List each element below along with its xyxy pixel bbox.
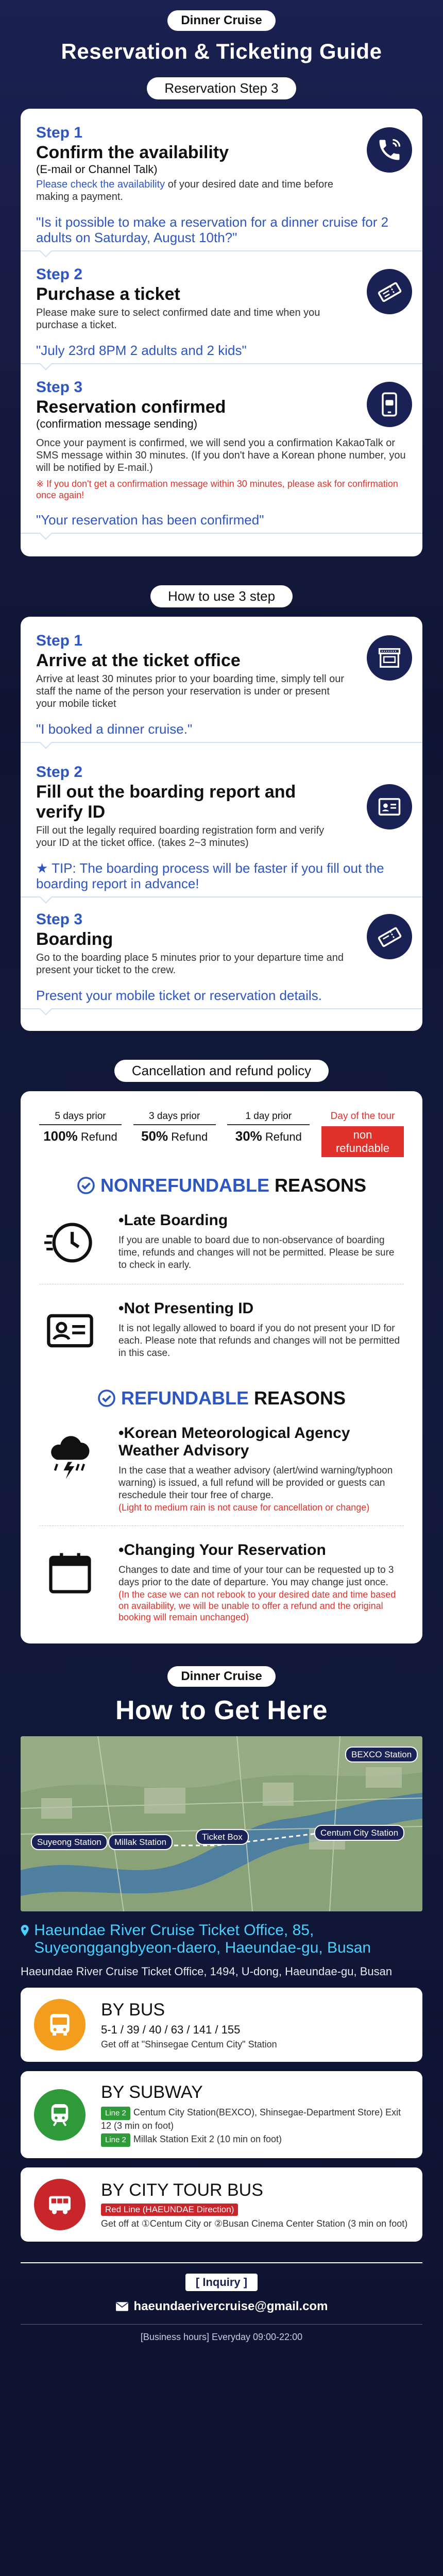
fee-word: Refund [171,1130,208,1143]
step-number: Step 1 [36,124,83,141]
fee-percent: 30% [235,1128,262,1144]
step-quote: "July 23rd 8PM 2 adults and 2 kids" [21,343,422,364]
line-badge: Line 2 [101,2133,130,2147]
area-map [21,1736,422,1911]
heading-blue: REFUNDABLE [121,1387,249,1409]
directions-pill: Dinner Cruise [167,1666,275,1687]
transport-bus [21,1988,422,2062]
inquiry-label: [ Inquiry ] [185,2274,258,2291]
map-label-suyeong: Suyeong Station [31,1834,108,1850]
fee-label: 5 days prior [39,1111,122,1125]
boarding-ticket-icon [367,914,412,959]
reservation-step-1 [36,124,407,203]
step-number: Step 1 [36,632,83,649]
reason-not-presenting-id [39,1300,404,1360]
directions-title: How to Get Here [115,1696,328,1725]
subway-route-2 [101,2133,409,2147]
nonrefundable-heading [39,1175,404,1196]
map-background [21,1736,422,1911]
step-text-highlight: Please check the availability [36,179,165,190]
address-main-text: Haeundae River Cruise Ticket Office, 85, Suyeonggangbyeon-daero, Haeundae-gu, Busan [34,1922,371,1956]
step-title: Purchase a ticket [36,284,180,304]
id-card-icon [367,784,412,829]
bus-stop: Get off at "Shinsegae Centum City" Station [101,2039,277,2049]
clock-icon [44,1217,96,1268]
step-quote: Present your mobile ticket or reservation details. [21,988,422,1009]
id-card-icon [44,1305,96,1357]
fee-value [227,1128,310,1144]
address-main [21,1922,422,1957]
email-address[interactable]: haeundaerivercruise@gmail.com [133,2299,328,2313]
tour-bus-stop: Get off at ①Centum City or ②Busan Cinema Center Station (3 min on foot) [101,2218,408,2229]
usage-step-2 [36,764,407,849]
usage-card [21,617,422,1031]
step-number: Step 2 [36,764,83,781]
ticket-office-icon [367,635,412,681]
step-text-rest: of your desired date and time before making a payment. [36,179,334,202]
reason-weather-advisory [39,1425,404,1513]
heading-blue: NONREFUNDABLE [100,1175,269,1196]
subway-route-text: Centum City Station(BEXCO), Shinsegae-Department Store) Exit 12 (3 min on foot) [101,2107,401,2131]
calendar-icon [44,1547,96,1598]
step-number: Step 3 [36,911,83,928]
step-text: Once your payment is confirmed, we will send you a confirmation KakaoTalk or SMS message within 30 minutes. (If you don't have a Korean phone number, you will be notified by E-mail.) [36,437,406,473]
usage-step-1 [36,632,407,710]
step-subtitle: (E-mail or Channel Talk) [36,163,158,176]
fee-item [39,1111,122,1157]
transport-title: BY SUBWAY [101,2082,203,2102]
fee-label: 3 days prior [133,1111,216,1125]
directions-header [0,1643,443,1726]
map-label-ticket-box: Ticket Box [196,1829,249,1845]
line-badge: Line 2 [101,2107,130,2120]
subway-route-1 [101,2107,409,2131]
ticket-icon [367,269,412,314]
reason-note: (Light to medium rain is not cause for cancellation or change) [118,1502,370,1513]
reason-title: • Late Boarding [118,1212,404,1229]
reservation-step-3 [36,379,407,431]
cancel-section-pill: Cancellation and refund policy [114,1060,329,1082]
heading-rest: REASONS [253,1387,346,1409]
map-label-millak: Millak Station [108,1834,173,1850]
fee-value [39,1128,122,1144]
check-circle-icon [97,1389,116,1408]
step-text: Go to the boarding place 5 minutes prior to your departure time and present your ticket to the crew. [36,952,344,976]
step-subtitle: (confirmation message sending) [36,417,198,430]
fee-word: Refund [80,1130,117,1143]
map-label-centum: Centum City Station [314,1825,404,1841]
step-warning: ※ If you don't get a confirmation message within 30 minutes, please ask for confirmation once again! [36,479,398,500]
reason-desc: It is not legally allowed to board if you do not present your ID for each. Please note that refunds and changes will not be permitted in this case. [118,1323,400,1359]
fee-item-nonrefundable [321,1111,404,1157]
reason-desc: Changes to date and time of your tour can be requested up to 3 days prior to the date of departure. You may change just once. [118,1565,394,1588]
step-text: Fill out the legally required boarding registration form and verify your ID at the ticket office. (takes 2~3 minutes) [36,825,325,849]
reason-late-boarding [39,1212,404,1272]
map-label-bexco: BEXCO Station [345,1747,418,1762]
page-title: Reservation & Ticketing Guide [61,39,382,63]
step-quote: "Your reservation has been confirmed" [21,512,422,534]
cancel-card [21,1091,422,1643]
transport-city-tour-bus [21,2167,422,2242]
fee-value [133,1128,216,1144]
red-line-badge: Red Line (HAEUNDAE Direction) [101,2204,238,2216]
transport-subway [21,2071,422,2158]
step-tip: ★ TIP: The boarding process will be faster if you fill out the boarding report in advance! [21,860,422,897]
tour-bus-icon [34,2179,86,2230]
reason-change-reservation [39,1541,404,1623]
address-alt: Haeundae River Cruise Ticket Office, 1494, U-dong, Haeundae-gu, Busan [21,1965,393,1978]
subway-route-text: Millak Station Exit 2 (10 min on foot) [133,2134,282,2144]
fee-percent: 50% [141,1128,168,1144]
fee-word: Refund [265,1130,302,1143]
mail-icon [115,2301,129,2312]
nonrefundable-box: non refundable [321,1126,404,1157]
bus-icon [34,1999,86,2050]
subway-icon [34,2089,86,2141]
reason-title: • Korean Meteorological Agency Weather Advisory [118,1425,404,1460]
refundable-heading [39,1387,404,1409]
business-hours: [Business hours] Everyday 09:00-22:00 [21,2324,422,2343]
step-text: Please make sure to select confirmed date and time when you purchase a ticket. [36,307,320,331]
fee-item [133,1111,216,1157]
inquiry [21,2262,422,2343]
fee-label: 1 day prior [227,1111,310,1125]
reason-note: (In the case we can not rebook to your desired date and time based on availability, we will be unable to offer a refund and the original booking will remain unchanged) [118,1589,396,1622]
fee-row [39,1111,404,1157]
address [21,1922,422,1978]
step-title: Confirm the availability [36,143,229,162]
heading-rest: REASONS [274,1175,367,1196]
bus-numbers: 5-1 / 39 / 40 / 63 / 141 / 155 [101,2023,241,2036]
phone-icon [367,127,412,173]
step-title: Reservation confirmed [36,397,226,417]
step-quote: "Is it possible to make a reservation for a dinner cruise for 2 adults on Saturday, August 10th?" [21,214,422,251]
inquiry-email[interactable] [21,2299,422,2314]
step-text [36,178,345,203]
step-text: Arrive at least 30 minutes prior to your boarding time, simply tell our staff the name of the person your reservation is under or present your mobile ticket [36,673,345,709]
usage-section-pill: How to use 3 step [150,585,293,607]
step-title: Arrive at the ticket office [36,651,241,670]
step-number: Step 2 [36,266,83,283]
step-number: Step 3 [36,379,83,396]
fee-percent: 100% [43,1128,78,1144]
reason-desc: In the case that a weather advisory (alert/wind warning/typhoon warning) is issued, a full refund will be provided or guests can reschedule their tour free of charge. [118,1465,393,1501]
storm-cloud-icon [44,1430,96,1481]
reservation-step-2 [36,266,407,331]
mobile-message-icon [367,382,412,427]
header-pill: Dinner Cruise [167,10,275,31]
fee-item [227,1111,310,1157]
check-circle-icon [77,1176,95,1195]
reason-desc: If you are unable to board due to non-observance of boarding time, refunds and changes will not be permitted. Please be sure to check in early. [118,1235,395,1270]
step-title: Fill out the boarding report and verify ID [36,782,296,822]
reason-title: • Changing Your Reservation [118,1541,404,1559]
step-quote: "I booked a dinner cruise." [21,721,422,743]
location-pin-icon [21,1922,29,1939]
reason-title: • Not Presenting ID [118,1300,404,1317]
transport-title: BY CITY TOUR BUS [101,2180,263,2200]
header [0,0,443,99]
step-title: Boarding [36,929,113,949]
usage-step-3 [36,911,407,976]
fee-label: Day of the tour [330,1111,395,1122]
reservation-card [21,109,422,556]
transport-title: BY BUS [101,1999,165,2020]
reservation-section-pill: Reservation Step 3 [147,77,296,99]
